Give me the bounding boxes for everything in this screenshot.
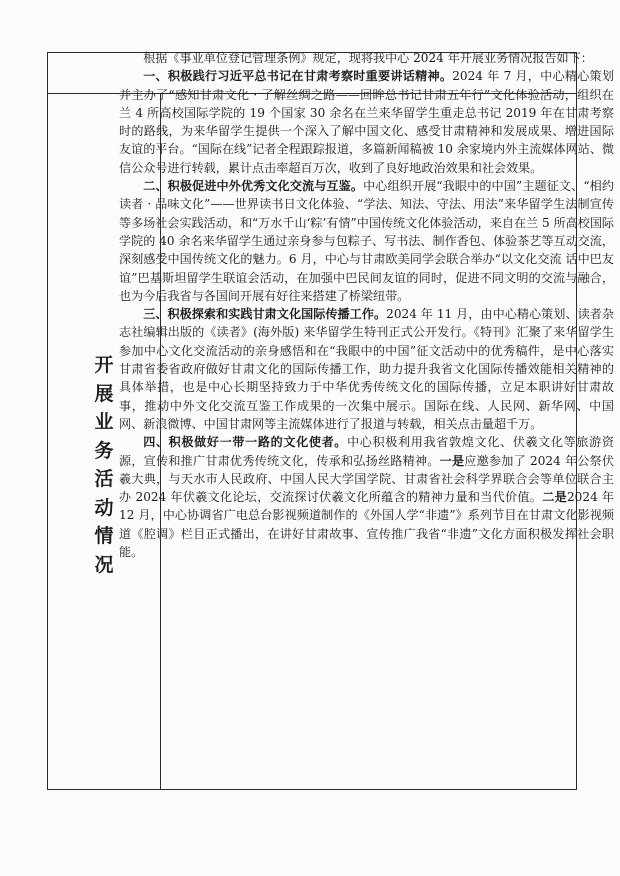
section-3 — [119, 305, 614, 433]
section-4-text: 中心积极利用我省敦煌文化、伏羲文化等旅游资源，宣传和推广甘肃优秀传统文化，传承和弘扬丝路精神。 — [119, 435, 614, 468]
report-content — [119, 49, 614, 561]
section-1-heading: 一、积极践行习近平总书记在甘肃考察时重要讲话精神。 — [143, 69, 453, 84]
item-2-label: 二是 — [542, 490, 567, 505]
section-2-heading: 二、积极促进中外优秀文化交流与互鉴。 — [143, 179, 364, 194]
item-2-text: 2024 年 12 月，中心协调省广电总台影视频道制作的《外国人学“非遗”》系列节目在甘肃文化影视频道《腔调》栏目正式播出，在讲好甘肃故事、宣传推广我省“非遗”文化方面积极发挥社会职能。 — [119, 490, 614, 560]
item-1-label: 一是 — [439, 453, 465, 468]
section-label: 开展业务活动情况 — [94, 354, 114, 576]
intro-paragraph: 根据《事业单位登记管理条例》规定，现将我中心 2024 年开展业务情况报告如下： — [143, 51, 593, 65]
section-1 — [119, 67, 614, 177]
section-4 — [119, 433, 614, 561]
section-1-text: 2024 年 7 月，中心精心策划并主办了“感知甘肃文化 · 了解丝绸之路——回眸总书记甘肃五年行”文化体验活动，组织在兰 4 所高校国际学院的 19 个国家 30 余名在兰来华留学生重走总书记 2019 年在甘肃考察时的路线，为来华留学生提供一个深入了解中国文化、感受甘肃精神和发展成果、增进国际友谊的平台。“国际在线”记者全程跟踪报道，多篇新闻稿被 10 余家境内外主流媒体网站、微信公众号进行转载，累计点击率超百万次，收到了良好地政治效果和社会效果。 — [119, 69, 615, 175]
item-1-text: 应邀参加了 2024 年公祭伏羲大典，与天水市人民政府、中国人民大学国学院、甘肃省社会科学界联合会等单位联合主办 2024 年伏羲文化论坛，交流探讨伏羲文化所蕴含的精神力量和当代价值。 — [119, 453, 614, 505]
section-2 — [119, 177, 614, 305]
section-4-heading: 四、积极做好一带一路的文化使者。 — [143, 435, 348, 450]
section-3-text: 2024 年 11 月，由中心精心策划、读者杂志社编辑出版的《读者》(海外版) 来华留学生特刊正式公开发行。《特刊》汇聚了来华留学生参加中心文化交流活动的亲身感悟和在“我眼中的中国”征文活动中的优秀稿件，是中心落实甘肃省委省政府做好甘肃文化的国际传播工作，助力提升我省文化国际传播效能相关精神的具体举措，也是中心长期坚持致力于中华优秀传统文化的国际传播，立足本职讲好甘肃故事，推动中外文化交流互鉴工作成果的一次集中展示。国际在线、人民网、新华网、中国网、新浪微博、中国甘肃网等主流媒体进行了报道与转载，相关点击量超千万。 — [119, 307, 614, 431]
section-2-text: 中心组织开展“我眼中的中国”主题征文、“相约读者 · 品味文化”——世界读书日文化体验、“学法、知法、守法、用法”来华留学生法制宣传等多场社会实践活动，和“万水千山‘粽’有情”中国传统文化体验活动，来自在兰 5 所高校国际学院的 40 余名来华留学生通过亲身参与包粽子、写书法、制作香包、体验茶艺等互动交流，深刻感受中国传统文化的魅力。6 月，中心与甘肃欧美同学会联合举办“以文化交流 话中巴友谊”巴基斯坦留学生联谊会活动，在加强中巴民间友谊的同时，促进不同文明的交流与融合，也为今后我省与各国间开展有好往来搭建了桥梁纽带。 — [119, 179, 615, 303]
section-3-heading: 三、积极探索和实践甘肃文化国际传播工作。 — [143, 307, 387, 322]
